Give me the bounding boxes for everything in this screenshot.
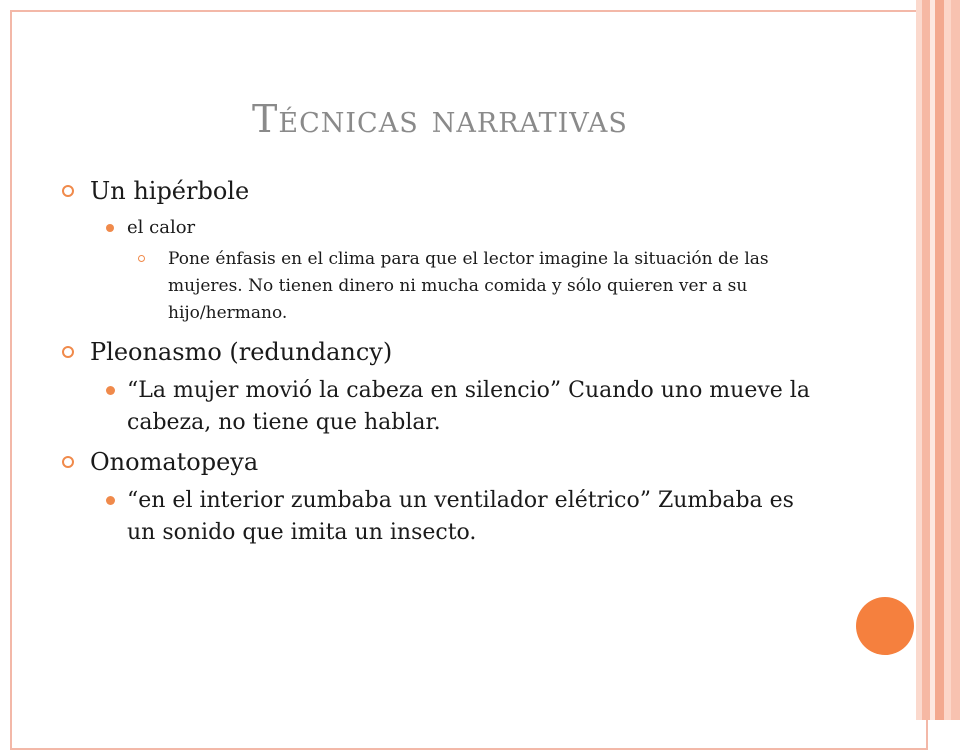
filled-circle-bullet-icon xyxy=(106,224,114,232)
bullet-text: el calor xyxy=(127,217,196,238)
decorative-stripes xyxy=(916,0,960,720)
bullet-level1 xyxy=(60,337,820,367)
slide-content xyxy=(60,176,820,557)
bullet-level3 xyxy=(60,246,820,327)
bullet-level2 xyxy=(60,485,820,549)
bullet-text: Un hipérbole xyxy=(90,177,250,205)
bullet-text: “en el interior zumbaba un ventilador elétrico” Zumbaba es un sonido que imita un insecto. xyxy=(127,488,794,545)
stripe xyxy=(944,0,951,720)
bullet-text: “La mujer movió la cabeza en silencio” Cuando uno mueve la cabeza, no tiene que hablar. xyxy=(127,378,810,435)
hollow-circle-bullet-icon xyxy=(62,185,74,197)
orange-circle-decoration xyxy=(856,597,914,655)
bullet-level2 xyxy=(60,214,820,242)
slide-title: Técnicas narrativas xyxy=(252,97,628,141)
small-hollow-circle-bullet-icon xyxy=(138,255,145,262)
bullet-level1 xyxy=(60,176,820,206)
hollow-circle-bullet-icon xyxy=(62,346,74,358)
bullet-text: Pone énfasis en el clima para que el lector imagine la situación de las mujeres. No tienen dinero ni mucha comida y sólo quieren ver a su hijo/hermano. xyxy=(168,249,769,323)
bullet-level2 xyxy=(60,375,820,439)
filled-circle-bullet-icon xyxy=(106,496,115,505)
bullet-level1 xyxy=(60,447,820,477)
bullet-text: Pleonasmo (redundancy) xyxy=(90,338,393,366)
filled-circle-bullet-icon xyxy=(106,386,115,395)
hollow-circle-bullet-icon xyxy=(62,456,74,468)
bullet-text: Onomatopeya xyxy=(90,448,259,476)
stripe xyxy=(935,0,944,720)
stripe xyxy=(951,0,960,720)
stripe xyxy=(922,0,930,720)
